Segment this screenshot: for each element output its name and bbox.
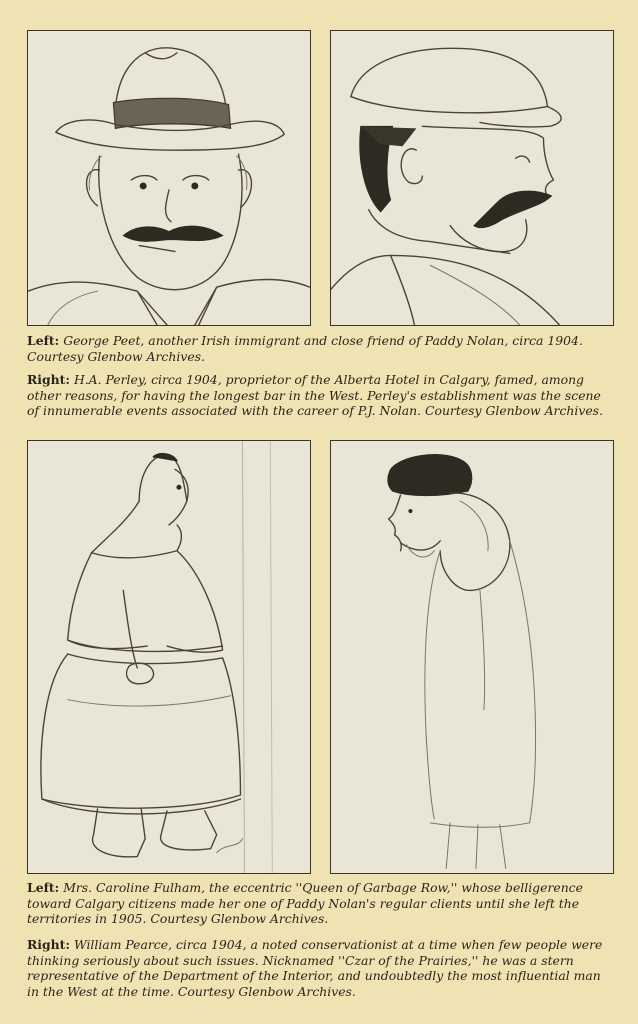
caption-george-peet bbox=[27, 333, 614, 364]
caption-william-pearce bbox=[27, 937, 614, 999]
caption-text: H.A. Perley, circa 1904, proprietor of the Alberta Hotel in Calgary, famed, among other reasons, for having the longest bar in the West. Perley's establishment was the scene of innumerable events associated with the career of P.J. Nolan. Courtesy Glenbow Archives. bbox=[27, 372, 603, 418]
caption-ha-perley bbox=[27, 372, 614, 419]
sketch-william-pearce bbox=[330, 440, 614, 874]
caption-caroline-fulham bbox=[27, 880, 614, 927]
sketch-george-peet bbox=[27, 30, 311, 326]
caption-text: George Peet, another Irish immigrant and close friend of Paddy Nolan, circa 1904. Courtesy Glenbow Archives. bbox=[27, 333, 583, 364]
caption-label: Right: bbox=[27, 937, 70, 952]
caption-text: Mrs. Caroline Fulham, the eccentric ''Queen of Garbage Row,'' whose belligerence toward Calgary citizens made her one of Paddy Nolan's regular clients until she left the territories in 1905. Courtesy Glenbow Archives. bbox=[27, 880, 583, 926]
caption-text: William Pearce, circa 1904, a noted conservationist at a time when few people were thinking seriously about such issues. Nicknamed ''Czar of the Prairies,'' he was a stern representative of the Department of the Interior, and undoubtedly the most influential man in the West at the time. Courtesy Glenbow Archives. bbox=[27, 937, 603, 999]
sketch-caroline-fulham bbox=[27, 440, 311, 874]
caption-label: Right: bbox=[27, 372, 70, 387]
caption-label: Left: bbox=[27, 880, 60, 895]
sketch-ha-perley bbox=[330, 30, 614, 326]
caption-label: Left: bbox=[27, 333, 60, 348]
